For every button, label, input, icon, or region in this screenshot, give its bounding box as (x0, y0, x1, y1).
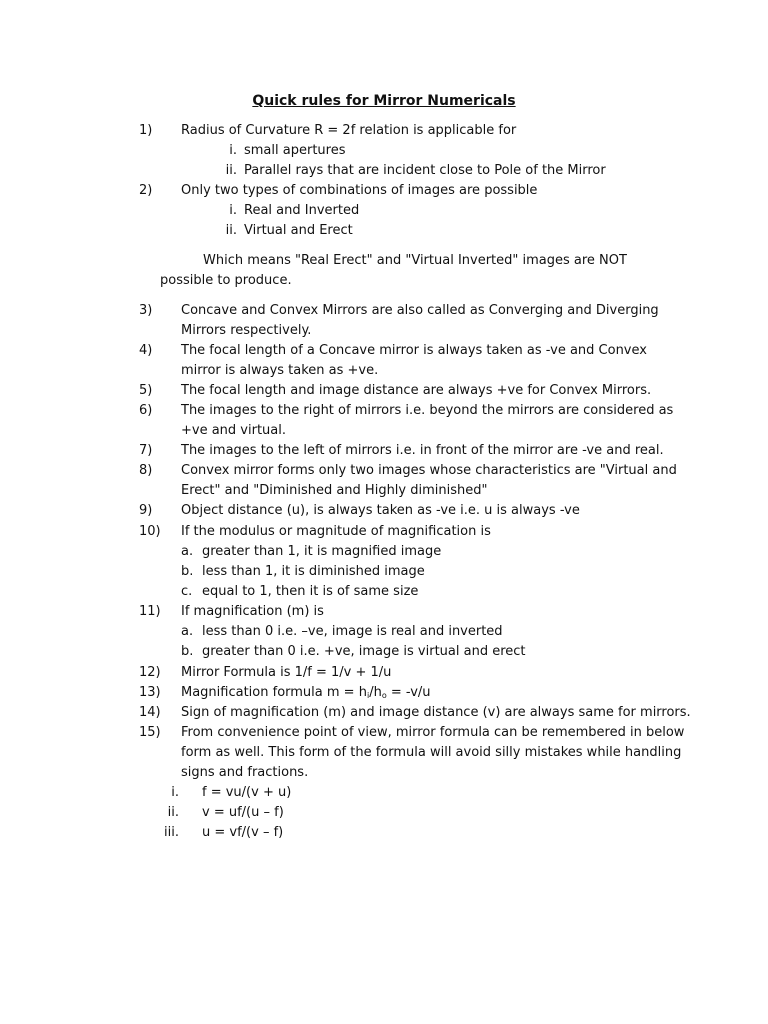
sub-marker: c. (181, 584, 193, 599)
sub-item: less than 1, it is diminished image (202, 564, 425, 579)
sub-marker: b. (181, 564, 194, 579)
sub-marker: i. (171, 785, 179, 800)
rule-text: Object distance (u), is always taken as -ve i.e. u is always -ve (181, 503, 580, 518)
note-text: possible to produce. (160, 273, 292, 288)
rule-number: 2) (139, 183, 153, 198)
rule-text: Only two types of combinations of images are possible (181, 183, 538, 198)
sub-item: Parallel rays that are incident close to Pole of the Mirror (244, 163, 606, 178)
sub-marker: i. (229, 143, 237, 158)
formula-item: u = vf/(v – f) (202, 825, 284, 840)
sub-marker: i. (229, 203, 237, 218)
sub-marker: ii. (167, 805, 179, 820)
rule-number: 4) (139, 343, 153, 358)
magnification-formula (181, 685, 431, 701)
rule-number: 3) (139, 303, 153, 318)
rule-number: 8) (139, 463, 153, 478)
page-title: Quick rules for Mirror Numericals (252, 93, 516, 109)
sub-marker: a. (181, 624, 194, 639)
rule-number: 6) (139, 403, 153, 418)
rule-text: form as well. This form of the formula will avoid silly mistakes while handling (181, 745, 682, 760)
formula-item: f = vu/(v + u) (202, 785, 292, 800)
rule-number: 14) (139, 705, 161, 720)
formula-subscript: o (381, 691, 387, 700)
rule-number: 7) (139, 443, 153, 458)
rule-text: The focal length and image distance are always +ve for Convex Mirrors. (181, 383, 652, 398)
rule-number: 1) (139, 123, 153, 138)
rule-number: 5) (139, 383, 153, 398)
sub-item: less than 0 i.e. –ve, image is real and inverted (202, 624, 503, 639)
rule-text: Mirror Formula is 1/f = 1/v + 1/u (181, 665, 392, 680)
note-text: Which means "Real Erect" and "Virtual Inverted" images are NOT (203, 253, 627, 268)
rule-text: signs and fractions. (181, 765, 309, 780)
rule-text: Concave and Convex Mirrors are also called as Converging and Diverging (181, 303, 659, 318)
rule-number: 12) (139, 665, 161, 680)
rule-number: 11) (139, 604, 161, 619)
sub-marker: b. (181, 644, 194, 659)
rule-number: 10) (139, 524, 161, 539)
sub-item: Virtual and Erect (244, 223, 353, 238)
sub-marker: iii. (164, 825, 179, 840)
sub-marker: ii. (225, 163, 237, 178)
rule-text: Erect" and "Diminished and Highly diminished" (181, 483, 488, 498)
sub-item: greater than 1, it is magnified image (202, 544, 442, 559)
formula-item: v = uf/(u – f) (202, 805, 284, 820)
formula-part: Magnification formula m = h (181, 685, 367, 700)
formula-part: /h (369, 685, 382, 700)
sub-item: small apertures (244, 143, 346, 158)
rule-text: The focal length of a Concave mirror is always taken as -ve and Convex (181, 343, 647, 358)
rule-text: mirror is always taken as +ve. (181, 363, 379, 378)
rule-text: If the modulus or magnitude of magnification is (181, 524, 491, 539)
formula-subscript: i (366, 691, 370, 700)
sub-item: equal to 1, then it is of same size (202, 584, 419, 599)
formula-part: = -v/u (386, 685, 431, 700)
sub-marker: ii. (225, 223, 237, 238)
rule-text: Mirrors respectively. (181, 323, 312, 338)
rule-text: The images to the right of mirrors i.e. beyond the mirrors are considered as (181, 403, 674, 418)
rule-text: Sign of magnification (m) and image distance (v) are always same for mirrors. (181, 705, 691, 720)
rule-text: Radius of Curvature R = 2f relation is applicable for (181, 123, 517, 138)
rule-text: From convenience point of view, mirror formula can be remembered in below (181, 725, 685, 740)
sub-item: greater than 0 i.e. +ve, image is virtual and erect (202, 644, 526, 659)
sub-item: Real and Inverted (244, 203, 360, 218)
rule-text: The images to the left of mirrors i.e. in front of the mirror are -ve and real. (181, 443, 664, 458)
rule-number: 13) (139, 685, 161, 700)
rule-text: Convex mirror forms only two images whose characteristics are "Virtual and (181, 463, 677, 478)
rule-text: +ve and virtual. (181, 423, 287, 438)
rule-text: If magnification (m) is (181, 604, 324, 619)
sub-marker: a. (181, 544, 194, 559)
rule-number: 15) (139, 725, 161, 740)
rule-number: 9) (139, 503, 153, 518)
